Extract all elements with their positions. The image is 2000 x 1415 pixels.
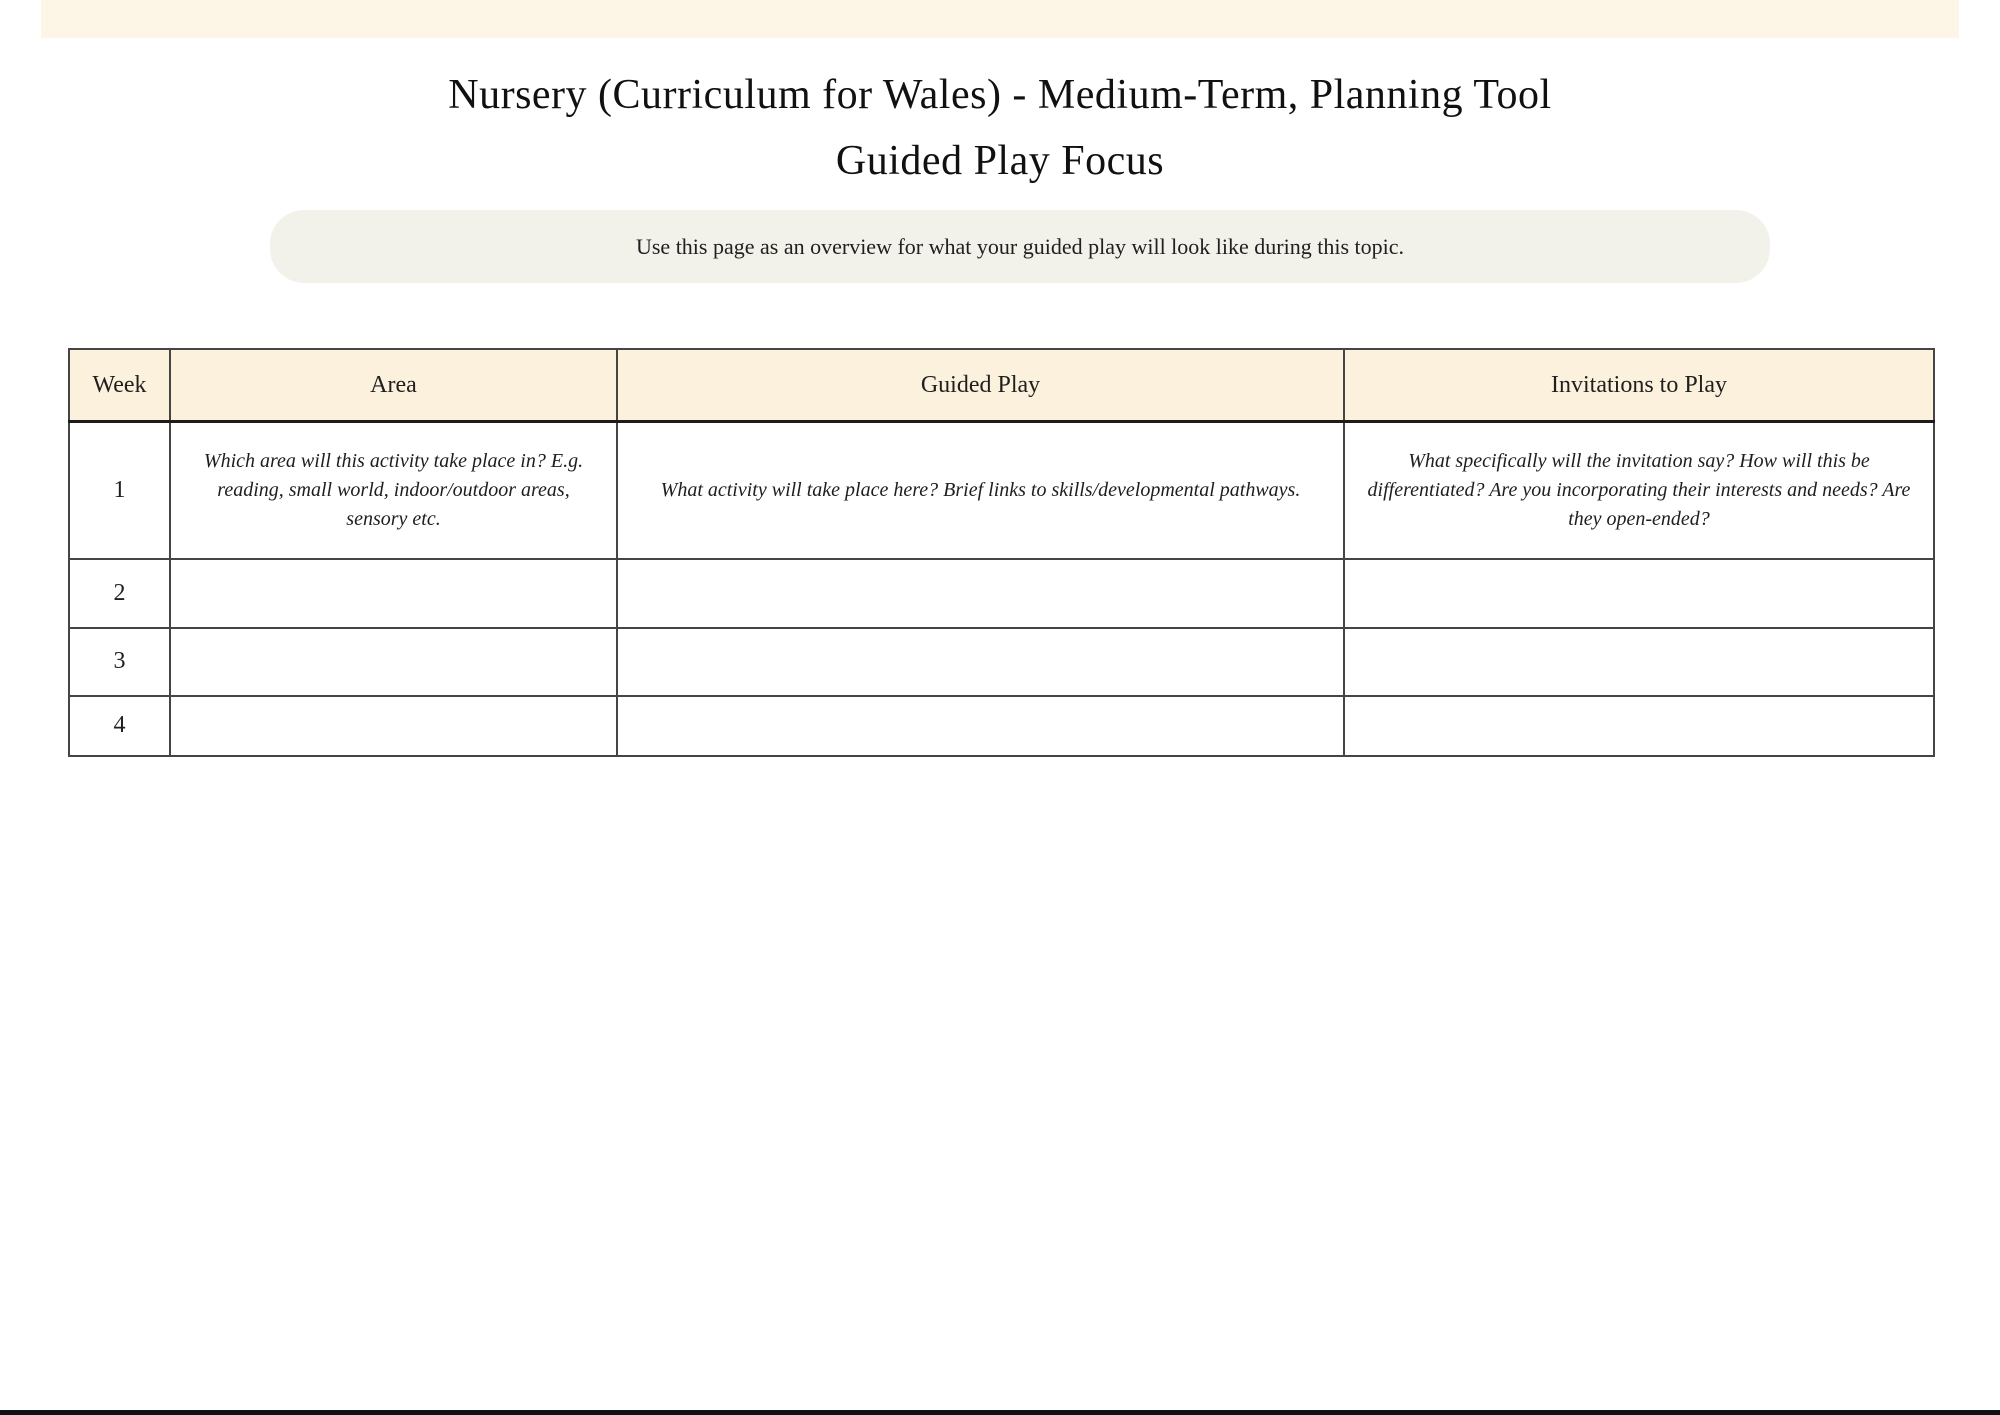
week-number: 3 — [69, 628, 170, 696]
area-cell-empty — [170, 696, 617, 756]
guided-play-cell-empty — [617, 559, 1344, 628]
note-banner — [270, 210, 1770, 283]
table-row-week-2 — [69, 559, 1934, 628]
guided-play-cell-empty — [617, 628, 1344, 696]
table-row-week-4 — [69, 696, 1934, 756]
note-text: Use this page as an overview for what your guided play will look like during this topic. — [635, 233, 1404, 259]
col-header-invitations: Invitations to Play — [1344, 349, 1934, 422]
col-header-week: Week — [69, 349, 170, 422]
top-accent-bar — [41, 0, 1959, 38]
col-header-area: Area — [170, 349, 617, 422]
table-row-week-1 — [69, 422, 1934, 559]
guided-play-hint: What activity will take place here? Brief links to skills/developmental pathways. — [617, 422, 1344, 559]
area-hint: Which area will this activity take place in? E.g. reading, small world, indoor/outdoor areas, sensory etc. — [170, 422, 617, 559]
invitations-hint: What specifically will the invitation say? How will this be differentiated? Are you incorporating their interests and needs? Are they open-ended? — [1344, 422, 1934, 559]
guided-play-cell-empty — [617, 696, 1344, 756]
page-header — [0, 62, 2000, 194]
area-cell-empty — [170, 628, 617, 696]
week-number: 2 — [69, 559, 170, 628]
page-subtitle: Guided Play Focus — [835, 138, 1165, 184]
page-title: Nursery (Curriculum for Wales) - Medium-Term, Planning Tool — [448, 72, 1552, 118]
table-header-row — [69, 349, 1934, 422]
invitations-cell-empty — [1344, 559, 1934, 628]
week-number: 1 — [69, 422, 170, 559]
invitations-cell-empty — [1344, 696, 1934, 756]
area-cell-empty — [170, 559, 617, 628]
invitations-cell-empty — [1344, 628, 1934, 696]
planning-table — [68, 348, 1935, 757]
table-row-week-3 — [69, 628, 1934, 696]
col-header-guided-play: Guided Play — [617, 349, 1344, 422]
bottom-accent-bar — [0, 1410, 2000, 1415]
week-number: 4 — [69, 696, 170, 756]
